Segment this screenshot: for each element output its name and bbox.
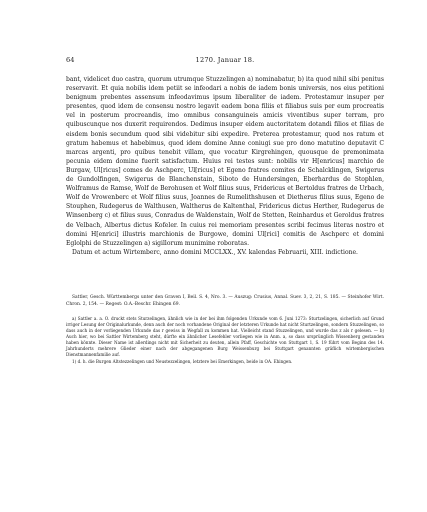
- page-number: 64: [66, 56, 75, 64]
- footnotes: [66, 316, 384, 365]
- footnote-a-b: a) Sattler a. a. O. druckt stets Sturzelingen, ähnlich wie in der bei ihm folgenden Urkunde vom 6. Juni 1273: Sturtzelingen, sicherlich auf Grund irriger Lesung der Originalurkunde, denn auch der noch vorhandene Original der letzteren Urkunde hat nicht Sturtzelingen, sondern Stuzzelingen, so dass auch in der vorliegenden Urkunde das r gewiss in Wegfall zu kommen hat. Vielleicht stand Stuzzelingen, und wurde das z als r gelesen. — b) Auch hier, wo bei Sattler Wirtemberg steht, dürfte ein ähnlicher Lesefehler vorliegen wie in Anm. a, so dass ursprünglich Wissenberg gestanden haben könnte. Dieser Name ist allerdings nicht mit Sicherheit zu deuten, allein Pfaff, Geschichte von Stuttgart 1, S. 19 führt vom Beginn des 14. Jahrhunderts mehrere Glieder einer nach der abgegangenen Burg Weissenburg bei Stuttgart genannten gräflich wirtembergischen Dienstmannenfamilie auf.: [66, 316, 384, 357]
- running-title: 1270. Januar 18.: [195, 56, 255, 64]
- page-header: [66, 56, 384, 66]
- document-body: [66, 75, 384, 257]
- dating-clause-paragraph: Datum et actum Wirtemberc, anno domini MCCLXX., XV. kalendas Februarii, XIII. indictione.: [72, 248, 358, 256]
- source-references-text: Sattler, Gesch. Württembergs unter den Graven I, Beil. S. 4, Nro. 3. — Auszug: Crusius, Annal. Suev. 3, 2, 21, S. 185. — Steinhofer Wirt. Chron. 2, 154. — Regest: O.A.-Beschr. Ehingen 69.: [66, 295, 384, 307]
- source-references: [66, 295, 384, 308]
- charter-text-paragraph: bant, videlicet duo castra, quorum utrumque Stuzzelingen a) nominabatur, b) ita quod nihil sibi penitus reservavit. Et quia nobilis idem petiit se infeodari a nobis de iadem bonis universis, nos eius petitioni benignum prebentes assensum infeodavimus ipsum liberaliter de iadem. Protestamur insuper per presentes, quod idem de consensu nostro legavit eadem bona filiis et filiabus suis per eum procreatis vel in posterum procreandis, imo omnibus consanguineis amicis viventibus super terram, pro quibuscunque nos duxerit requirendos. Dedimus insuper eidem auctoritatem dotandi filios et filias de eisdem bonis secundum quod sibi videbitur sibi expedire. Preterea protestamur, quod nos ratum et gratum habemus et habebimus, quod idem domine Anne coniugi sue pro dono matutino deputavit C marcas argenti, pro quibus tenebit villam, que vocatur Kirgrehingen, quousque de premonimata pecunia eidem domine fuerit satisfactum. Huius rei testes sunt: nobilis vir H[enricus] marchio de Burgaw, Ul[ricus] comes de Aschperc, Ul[ricus] et Egeno fratres comites de Schalcklingen, Swigerus de Gundolfingen, Swigerus de Blanchenstain, Siboto de Hundersingen, Eberhardus de Stophlen, Wolframus de Ramse, Wolf de Berohusen et Wolf filius suus, Fridericus et Bertoldus fratres de Urbach, Wolf de Vrowenberc et Wolf filius suus, Joannes de Rumelithshusen et Dietherus filius suus, Egeno de Stouphen, Rudegerus de Walthusen, Waltherus de Kaltenthal, Fridericus dictus Herther, Rudegerus de Winsenberg c) et filius suus, Conradus de Waldenstain, Wolf de Stetten, Reinhardus et Geroldus fratres de Velbach, Albertus dictus Kofeler. In cuius rei memoriam presentes scribi fecimus literas nostro et domini H[enrici] illustris marchionis de Burgowe, domini Ul[rici] comitis de Aschperc et domini Eglolphi de Stuzzelingen a) sigillorum munimine roboratas.: [66, 76, 384, 247]
- footnote-1: 1) d. h. die Burgen Altstezzelingen und Neustezzelingen, letztere bei Emerkingen, beide in OA. Ehingen.: [72, 358, 293, 364]
